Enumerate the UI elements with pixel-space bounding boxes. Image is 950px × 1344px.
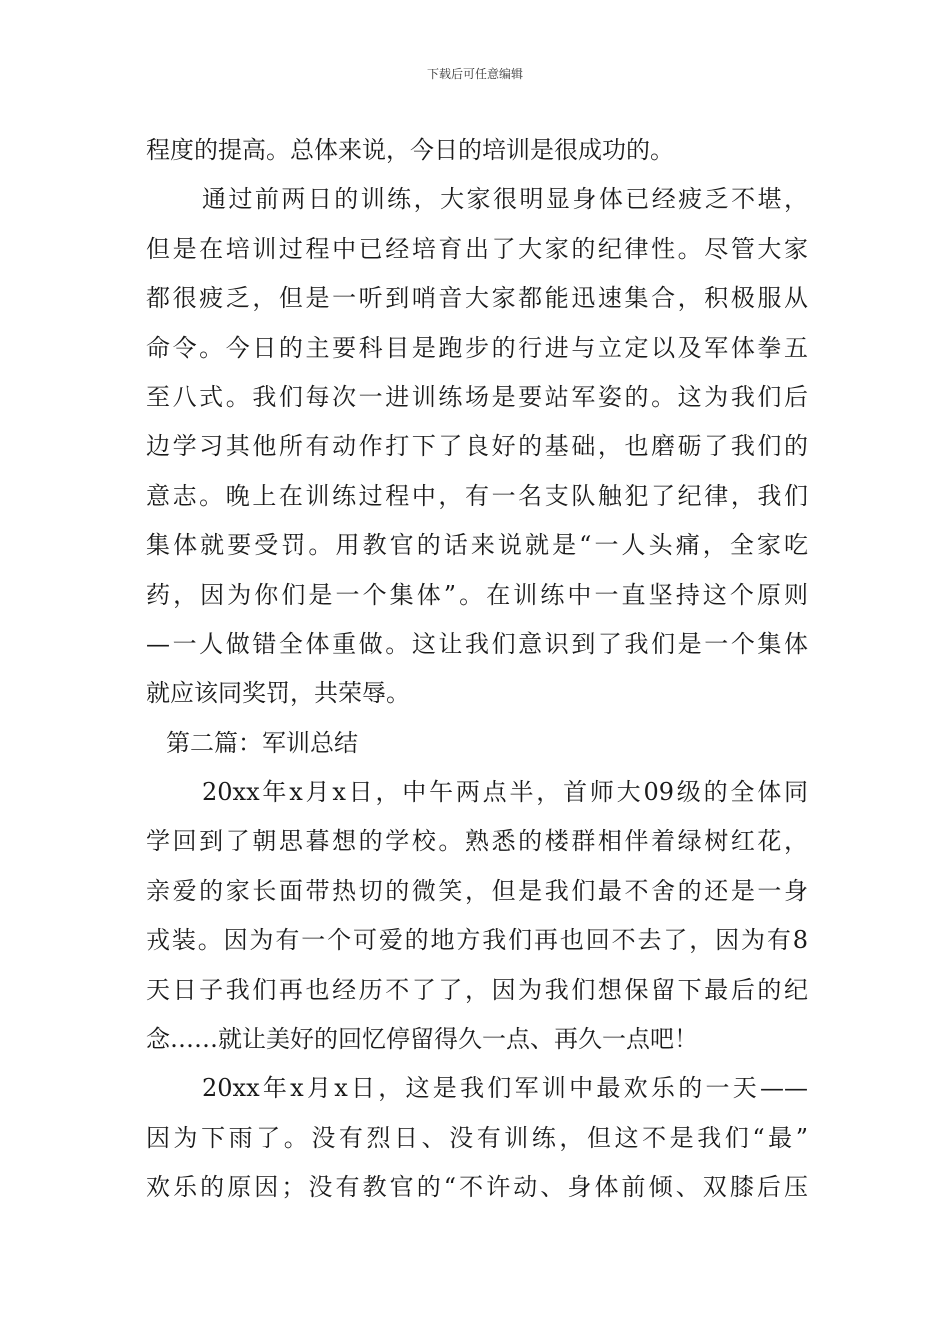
text-line: 因为下雨了。没有烈日、没有训练，但这不是我们“最” <box>146 1123 808 1152</box>
text-line: 药，因为你们是一个集体”。在训练中一直坚持这个原则 <box>146 580 808 609</box>
text-line: 20xx年x月x日，中午两点半，首师大09级的全体同 <box>202 778 808 807</box>
text-line: 20xx年x月x日，这是我们军训中最欢乐的一天—— <box>202 1074 808 1103</box>
text-line: 亲爱的家长面带热切的微笑，但是我们最不舍的还是一身 <box>146 876 808 905</box>
text-line: 但是在培训过程中已经培育出了大家的纪律性。尽管大家 <box>146 234 808 263</box>
text-line: 边学习其他所有动作打下了良好的基础，也磨砺了我们的 <box>146 432 808 461</box>
text-line: 欢乐的原因；没有教官的“不许动、身体前倾、双膝后压 <box>146 1173 808 1202</box>
text-line: 戎装。因为有一个可爱的地方我们再也回不去了，因为有8 <box>146 926 808 955</box>
text-line: 学回到了朝思暮想的学校。熟悉的楼群相伴着绿树红花， <box>146 827 808 856</box>
text-line: —一人做错全体重做。这让我们意识到了我们是一个集体 <box>146 629 808 658</box>
text-line: 念……就让美好的回忆停留得久一点、再久一点吧！ <box>146 1025 698 1054</box>
text-line: 意志。晚上在训练过程中，有一名支队触犯了纪律，我们 <box>146 481 808 510</box>
text-line: 都很疲乏，但是一听到哨音大家都能迅速集合，积极服从 <box>146 284 808 313</box>
text-line: 至八式。我们每次一进训练场是要站军姿的。这为我们后 <box>146 382 808 411</box>
text-line: 通过前两日的训练，大家很明显身体已经疲乏不堪， <box>202 185 808 214</box>
document-body <box>146 126 808 1213</box>
page-header: 下载后可任意编辑 <box>426 67 523 81</box>
section-heading: 第二篇：军训总结 <box>166 728 358 757</box>
text-line: 就应该同奖罚，共荣辱。 <box>146 679 410 708</box>
text-line: 命令。今日的主要科目是跑步的行进与立定以及军体拳五 <box>146 333 808 362</box>
text-line: 集体就要受罚。用教官的话来说就是“一人头痛，全家吃 <box>146 531 808 560</box>
text-line: 天日子我们再也经历不了了，因为我们想保留下最后的纪 <box>146 975 808 1004</box>
text-line: 程度的提高。总体来说，今日的培训是很成功的。 <box>146 136 674 164</box>
